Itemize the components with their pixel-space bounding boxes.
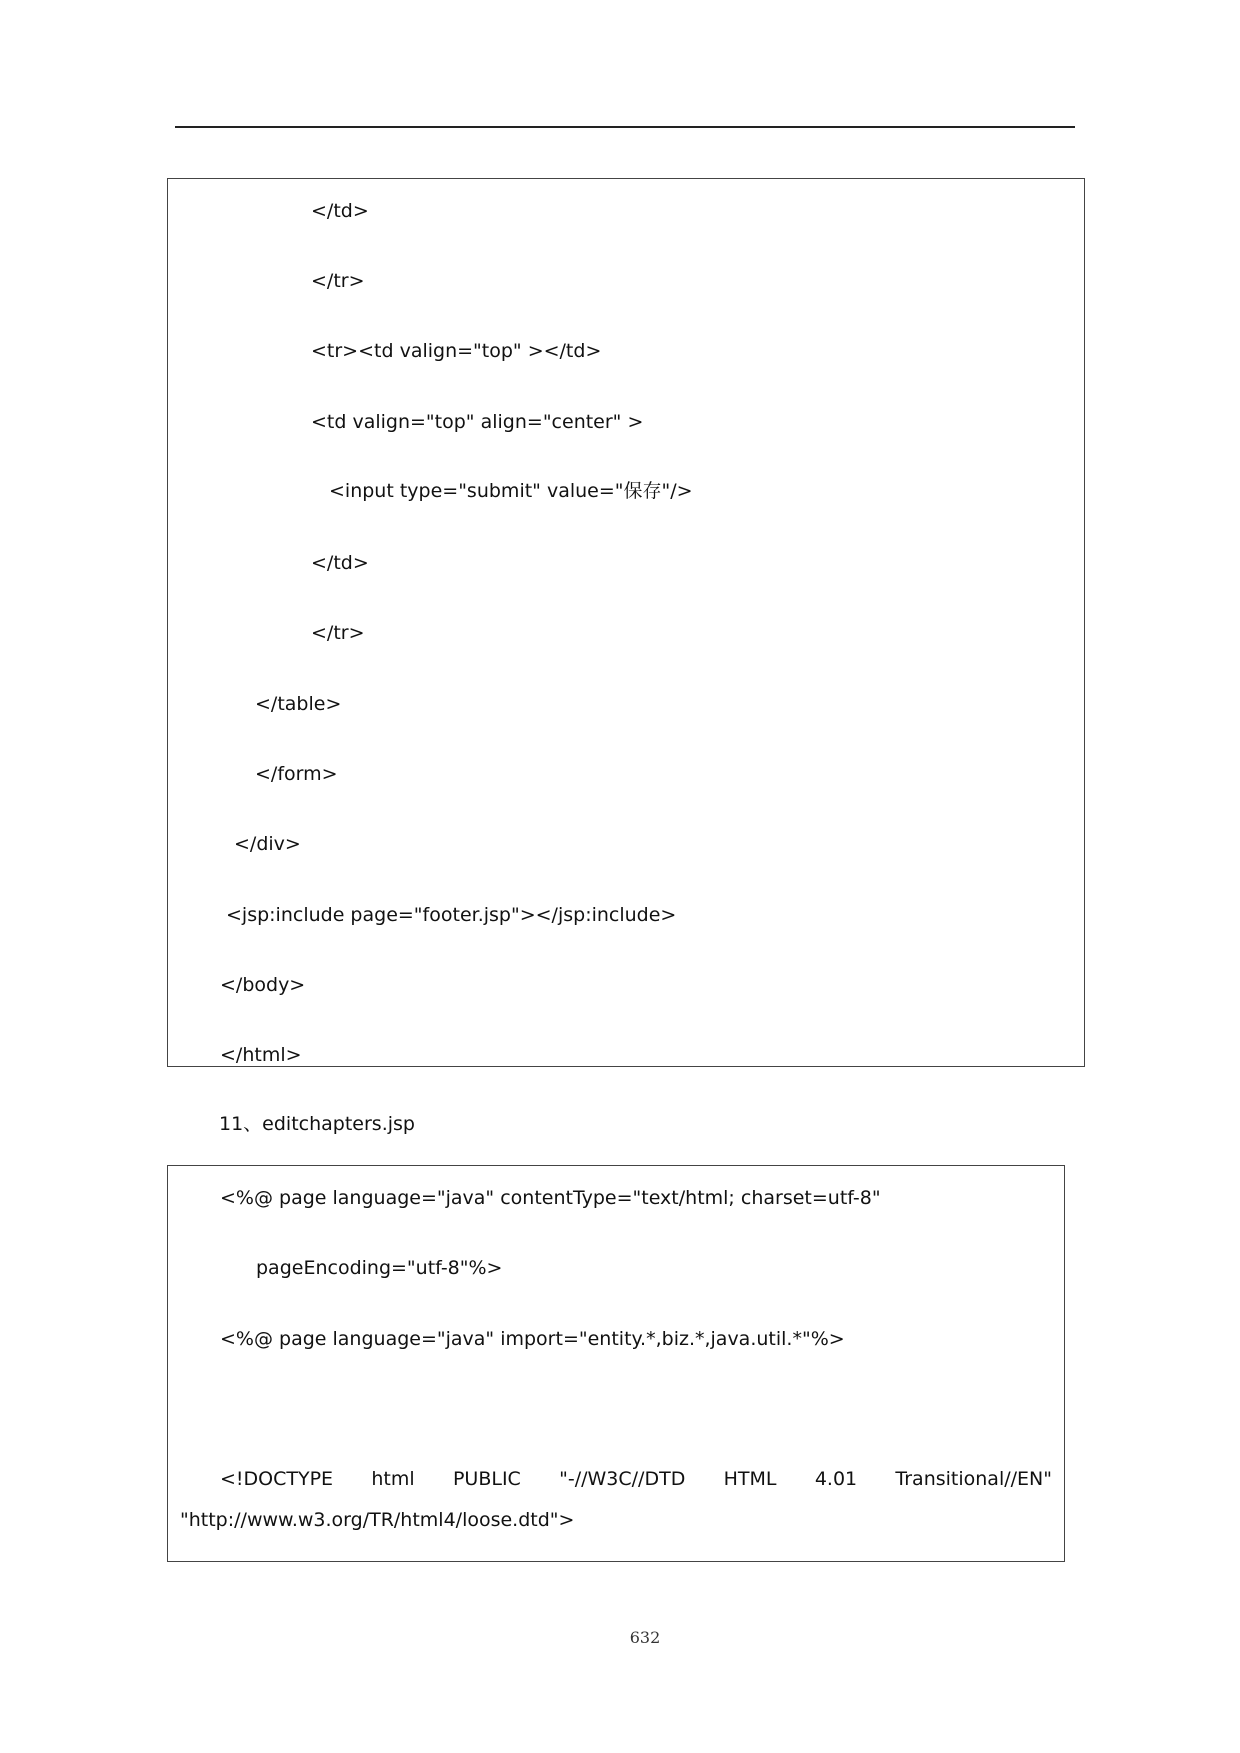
code-block-2 bbox=[167, 1165, 1065, 1562]
code-line: <%@ page language="java" contentType="text/html; charset=utf-8" bbox=[220, 1187, 881, 1209]
code-line: "http://www.w3.org/TR/html4/loose.dtd"> bbox=[180, 1509, 575, 1531]
code-line: </div> bbox=[234, 833, 301, 855]
code-line: </table> bbox=[255, 693, 342, 715]
code-line: <tr><td valign="top" ></td> bbox=[311, 340, 602, 362]
code-line: </body> bbox=[220, 974, 306, 996]
code-line: </tr> bbox=[311, 270, 365, 292]
code-line: </html> bbox=[220, 1044, 302, 1066]
code-line: pageEncoding="utf-8"%> bbox=[256, 1257, 503, 1279]
code-line: <jsp:include page="footer.jsp"></jsp:include> bbox=[226, 904, 677, 926]
code-line: <td valign="top" align="center" > bbox=[311, 411, 644, 433]
code-block-1 bbox=[167, 178, 1085, 1067]
code-line: </td> bbox=[311, 200, 369, 222]
header-rule bbox=[175, 126, 1075, 128]
code-line: </tr> bbox=[311, 622, 365, 644]
page-number: 632 bbox=[629, 1628, 661, 1647]
code-line: <!DOCTYPE html PUBLIC "-//W3C//DTD HTML 4.01 Transitional//EN" bbox=[220, 1468, 1052, 1490]
section-caption: 11、editchapters.jsp bbox=[219, 1113, 415, 1135]
code-line: </td> bbox=[311, 552, 369, 574]
code-line: <%@ page language="java" import="entity.*,biz.*,java.util.*"%> bbox=[220, 1328, 845, 1350]
code-line: <input type="submit" value="保存"/> bbox=[329, 480, 693, 502]
code-line: </form> bbox=[255, 763, 338, 785]
